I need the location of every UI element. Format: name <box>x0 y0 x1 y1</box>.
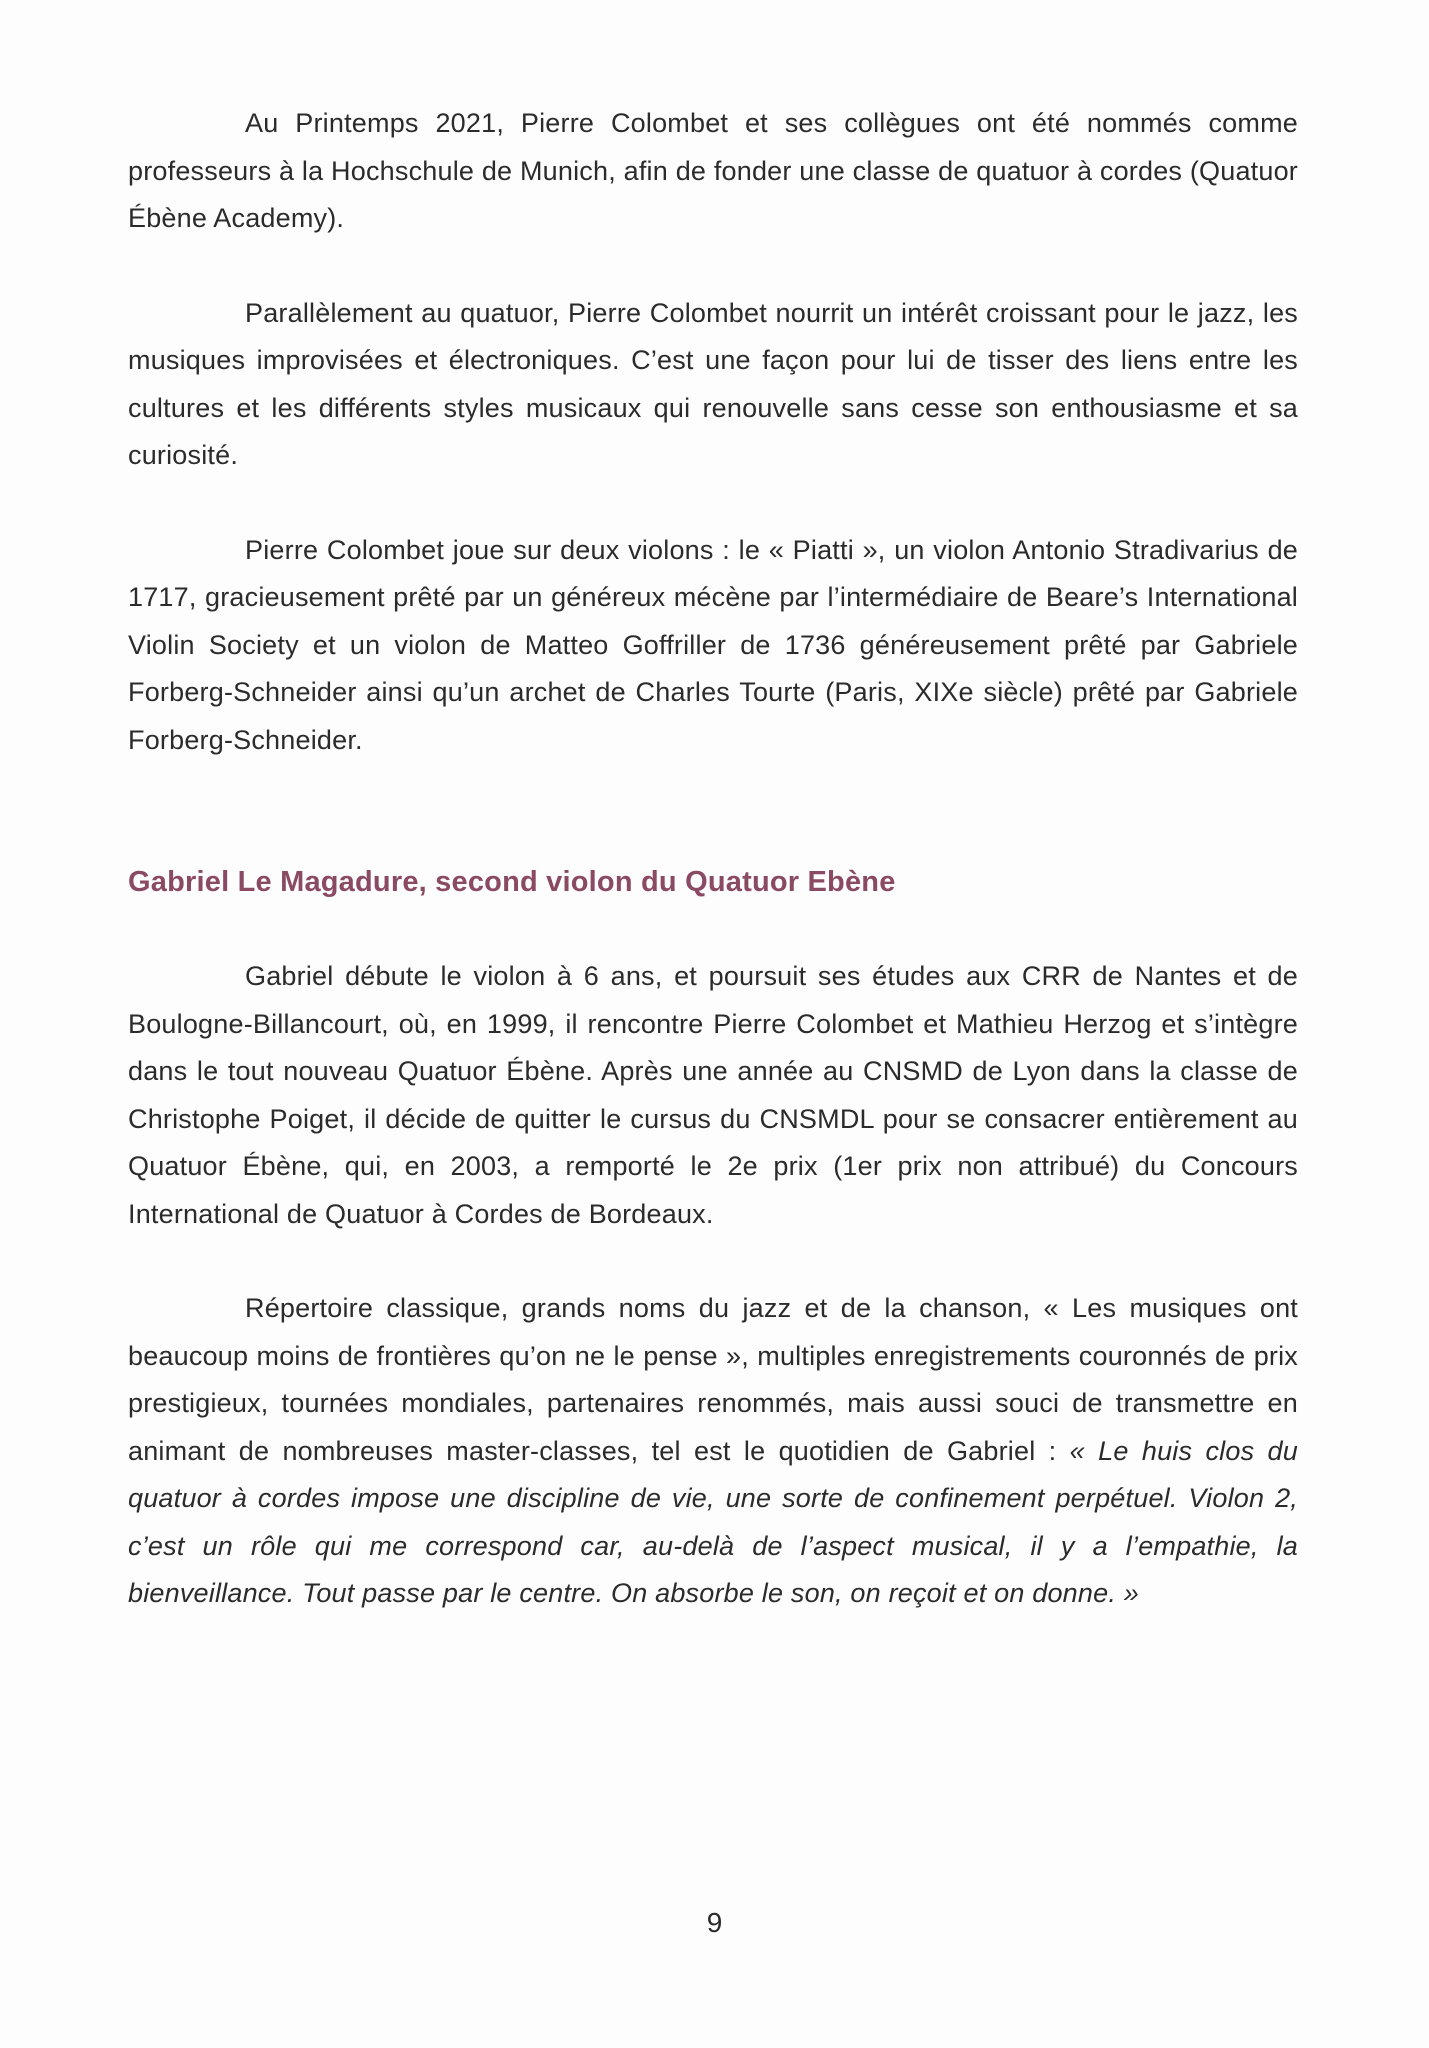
paragraph-hochschule: Au Printemps 2021, Pierre Colombet et ses collègues ont été nommés comme professeurs à la Hochschule de Munich, afin de fonder une classe de quatuor à cordes (Quatuor Ébène Academy). <box>128 108 1298 233</box>
paragraph-gabriel-biography: Gabriel débute le violon à 6 ans, et poursuit ses études aux CRR de Nantes et de Boulogne-Billancourt, où, en 1999, il rencontre Pierre Colombet et Mathieu Herzog et s’intègre dans le tout nouveau Quatuor Ébène. Après une année au CNSMD de Lyon dans la classe de Christophe Poiget, il décide de quitter le cursus du CNSMDL pour se consacrer entièrement au Quatuor Ébène, qui, en 2003, a remporté le 2e prix (1er prix non attribué) du Concours International de Quatuor à Cordes de Bordeaux. <box>128 961 1298 1229</box>
page-number: 9 <box>706 1907 723 1938</box>
repertoire-text: Répertoire classique, grands noms du jazz et de la chanson, « Les musiques ont beaucoup moins de frontières qu’on ne le pense », multiples enregistrements couronnés de prix prestigieux, tournées mondiales, partenaires renommés, mais aussi souci de transmettre en animant de nombreuses master-classes, tel est le quotidien de Gabriel : <box>128 1293 1298 1466</box>
paragraph-jazz-interest: Parallèlement au quatuor, Pierre Colombet nourrit un intérêt croissant pour le jazz, les musiques improvisées et électroniques. C’est une façon pour lui de tisser des liens entre les cultures et les différents styles musicaux qui renouvelle sans cesse son enthousiasme et sa curiosité. <box>128 297 1298 470</box>
paragraph-gabriel-repertoire <box>128 1285 1298 1618</box>
paragraph-violins: Pierre Colombet joue sur deux violons : le « Piatti », un violon Antonio Stradivarius de 1717, gracieusement prêté par un généreux mécène par l’intermédiaire de Beare’s International Violin Society et un violon de Matteo Goffriller de 1736 généreusement prêté par Gabriele Forberg-Schneider ainsi qu’un archet de Charles Tourte (Paris, XIXe siècle) prêté par Gabriele Forberg-Schneider. <box>128 534 1298 755</box>
gabriel-quote: « Le huis clos du quatuor à cordes impose une discipline de vie, une sorte de confinement perpétuel. Violon 2, c’est un rôle qui me correspond car, au-delà de l’aspect musical, il y a l’empathie, la bienveillance. Tout passe par le centre. On absorbe le son, on reçoit et on donne. » <box>128 1435 1298 1608</box>
page-content <box>128 100 1298 1618</box>
section-heading: Gabriel Le Magadure, second violon du Quatuor Ebène <box>128 866 896 898</box>
